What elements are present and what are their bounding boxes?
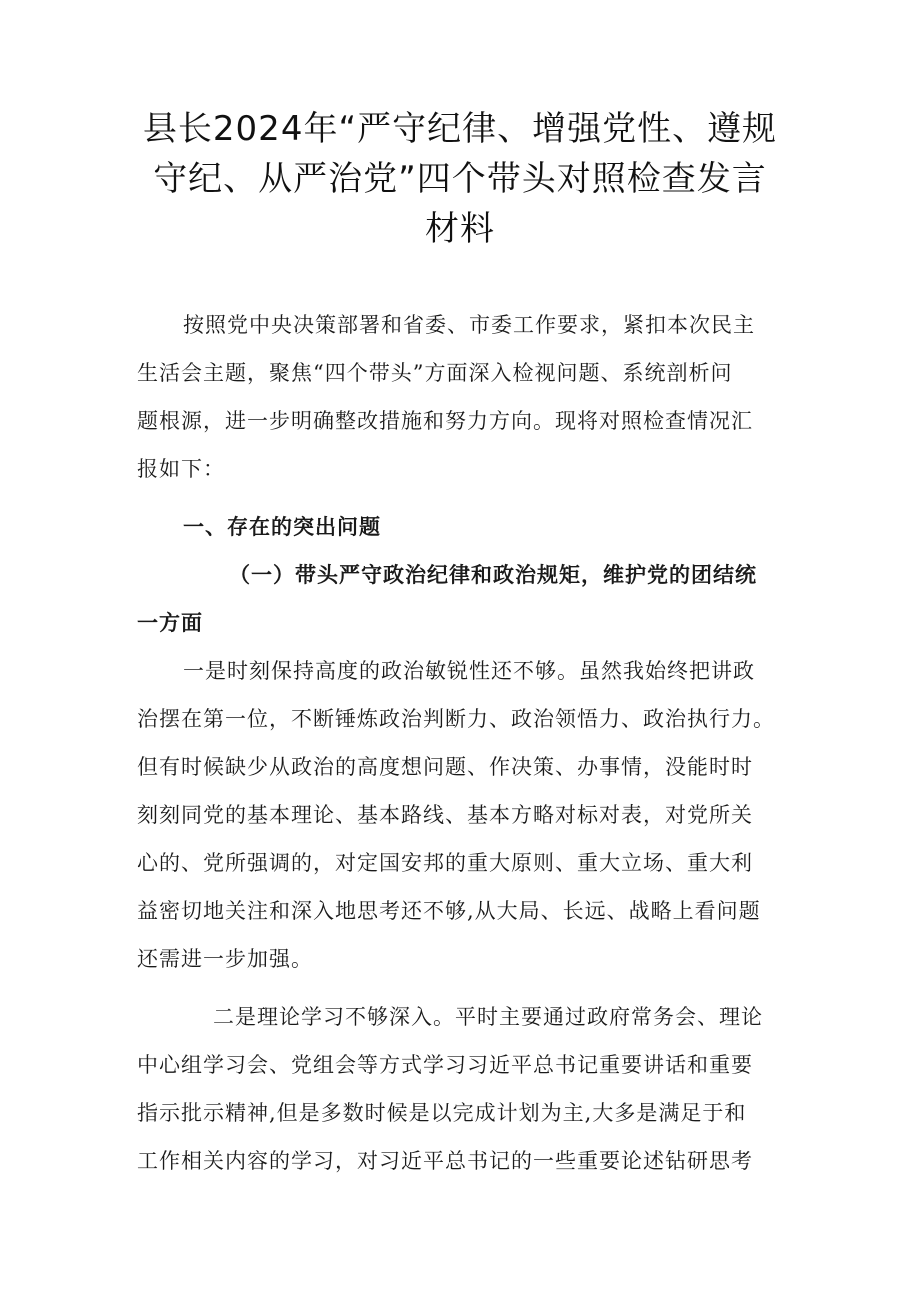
text-line: 一是时刻保持高度的政治敏锐性还不够。虽然我始终把讲政: [183, 659, 755, 683]
body-paragraph: [137, 647, 787, 983]
text-line: 还需进一步加强。: [137, 947, 313, 971]
text-line: 报如下：: [137, 457, 225, 481]
text-line: 一、存在的突出问题: [183, 514, 381, 539]
text-line: 工作相关内容的学习，对习近平总书记的一些重要论述钻研思考: [137, 1149, 753, 1173]
text-line: 按照党中央决策部署和省委、市委工作要求，紧扣本次民主: [183, 313, 755, 337]
body-paragraph: [137, 993, 787, 1185]
title-line: 县长2024年“严守纪律、增强党性、遵规: [142, 109, 778, 149]
text-line: 益密切地关注和深入地思考还不够,从大局、长远、战略上看问题: [137, 899, 761, 923]
spacer: [137, 983, 787, 993]
text-line: （一）带头严守政治纪律和政治规矩，维护党的团结统: [229, 562, 757, 587]
text-line: 一方面: [137, 610, 203, 635]
text-line: 刻刻同党的基本理论、基本路线、基本方略对标对表，对党所关: [137, 803, 753, 827]
spacer: [137, 493, 787, 503]
section-heading: [137, 503, 787, 551]
text-line: 指示批示精神,但是多数时候是以完成计划为主,大多是满足于和: [137, 1101, 747, 1125]
document-title: [130, 104, 790, 254]
text-line: 生活会主题，聚焦“四个带头”方面深入检视问题、系统剖析问: [137, 361, 733, 385]
document-body: [137, 301, 787, 1185]
text-line: 治摆在第一位，不断锤炼政治判断力、政治领悟力、政治执行力。: [137, 707, 775, 731]
subsection-heading: [137, 551, 787, 647]
intro-paragraph: [137, 301, 787, 493]
text-line: 题根源，进一步明确整改措施和努力方向。现将对照检查情况汇: [137, 409, 753, 433]
text-line: 中心组学习会、党组会等方式学习习近平总书记重要讲话和重要: [137, 1053, 753, 1077]
text-line: 心的、党所强调的，对定国安邦的重大原则、重大立场、重大利: [137, 851, 753, 875]
text-line: 但有时候缺少从政治的高度想问题、作决策、办事情，没能时时: [137, 755, 753, 779]
text-line: 二是理论学习不够深入。平时主要通过政府常务会、理论: [213, 1005, 763, 1029]
title-line: 守纪、从严治党”四个带头对照检查发言: [153, 159, 767, 199]
title-line: 材料: [425, 209, 495, 249]
